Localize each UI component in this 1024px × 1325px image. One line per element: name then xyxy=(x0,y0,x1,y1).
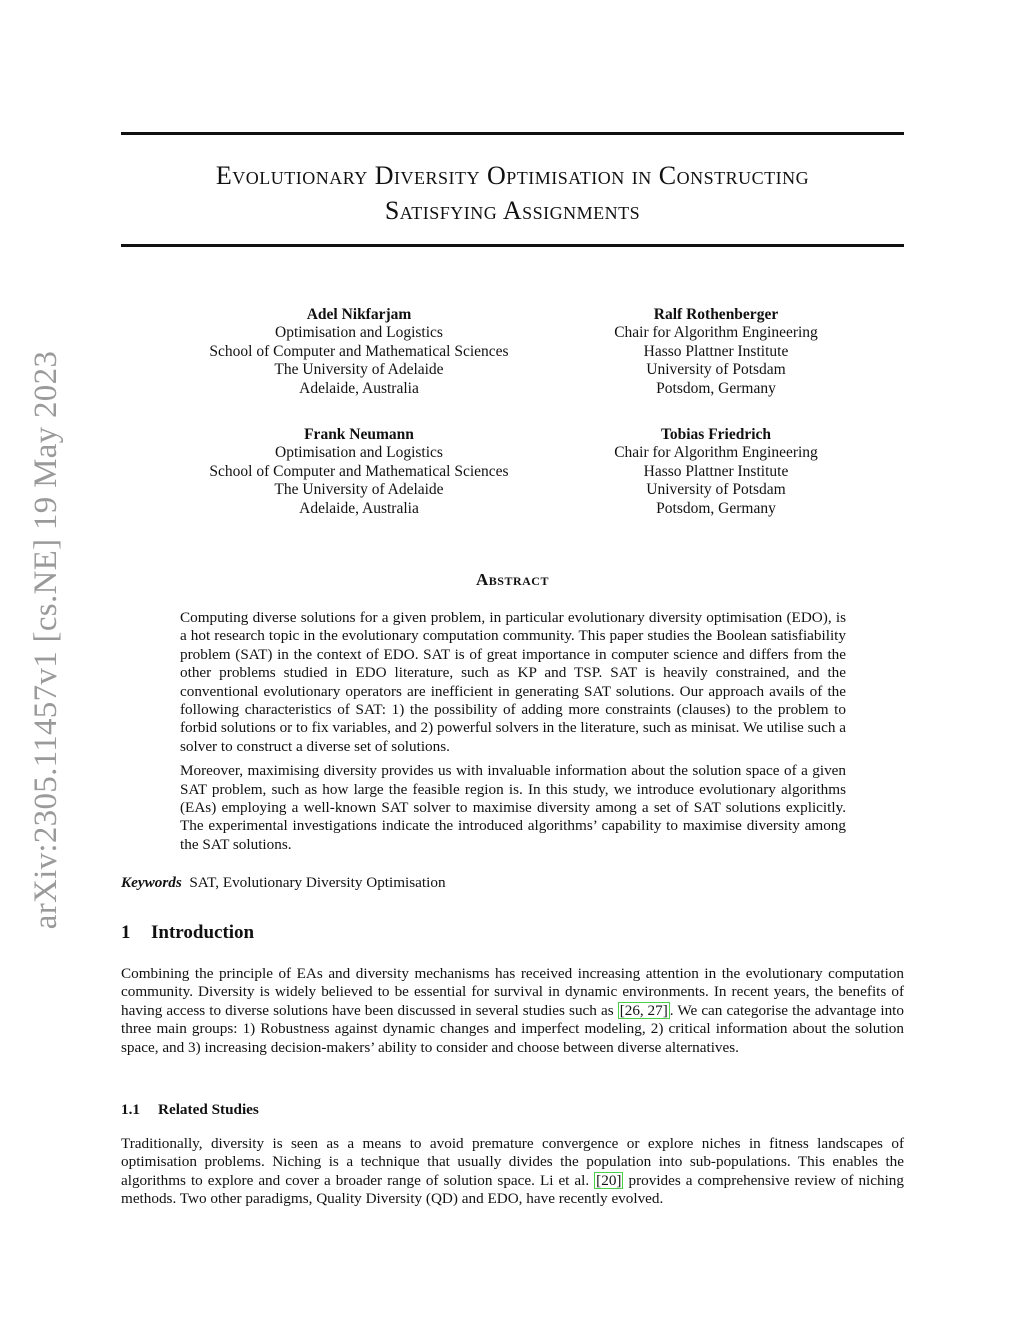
keywords-label: Keywords xyxy=(121,874,182,891)
author-name: Tobias Friedrich xyxy=(660,426,772,443)
abstract-body xyxy=(180,609,846,854)
author-name: Frank Neumann xyxy=(304,426,414,443)
subsection-number: 1.1 xyxy=(121,1101,140,1118)
section-number: 1 xyxy=(121,922,131,943)
abstract-paragraph-2: Moreover, maximising diversity provides us with invaluable information about the solution space of a given SAT problem, such as how large the feasible region is. In this study, we introduce evolutionary algorithms (EAs) employing a well-known SAT solver to maximise diversity among a set of SAT solutions explicitly. The experimental investigations indicate the introduced algorithms’ capability to maximise diversity among the SAT solutions. xyxy=(180,762,846,853)
author-affiliation-line: Potsdom, Germany xyxy=(656,379,776,397)
intro-text-part-2: . We can categorise the advantage into three main groups: 1) Robustness against dynamic changes and imperfect modeling, 2) critical information about the solution space, and 3) increasing decision-makers’ ability to consider and choose between diverse alternatives. xyxy=(121,1001,904,1056)
title-bottom-rule xyxy=(121,244,904,247)
author-affiliation-line: Potsdom, Germany xyxy=(656,499,776,517)
author-2 xyxy=(536,306,896,398)
keywords-text: SAT, Evolutionary Diversity Optimisation xyxy=(189,874,446,891)
author-affiliation-line: School of Computer and Mathematical Sciences xyxy=(209,342,509,360)
author-affiliation-line: Chair for Algorithm Engineering xyxy=(614,324,818,342)
author-affiliation-line: Hasso Plattner Institute xyxy=(643,342,789,360)
title-top-rule xyxy=(121,132,904,135)
paper-title xyxy=(121,158,904,228)
author-affiliation-line: School of Computer and Mathematical Sciences xyxy=(209,462,509,480)
author-affiliation-line: Optimisation and Logistics xyxy=(275,444,443,462)
arxiv-identifier: arXiv:2305.11457v1 [cs.NE] 19 May 2023 xyxy=(28,350,64,930)
related-studies-paragraph xyxy=(121,1135,904,1209)
section-title: Introduction xyxy=(151,922,255,943)
author-affiliation-line: Adelaide, Australia xyxy=(299,379,419,397)
author-affiliation-line: The University of Adelaide xyxy=(274,361,444,379)
keywords-line xyxy=(121,874,446,892)
intro-text-part-1: Combining the principle of EAs and diversity mechanisms has received increasing attention in the evolutionary computation community. Diversity is widely believed to be essential for survival in dynamic environments. In recent years, the benefits of having access to diverse solutions have been discussed in several studies such as xyxy=(121,965,904,1019)
related-text-part-2: provides a comprehensive review of niching methods. Two other paradigms, Quality Diversity (QD) and EDO, have recently evolved. xyxy=(121,1171,904,1208)
section-heading-introduction xyxy=(121,922,254,944)
subsection-heading-related-studies xyxy=(121,1101,259,1119)
abstract-paragraph-1: Computing diverse solutions for a given problem, in particular evolutionary diversity optimisation (EDO), is a hot research topic in the evolutionary computation community. This paper studies the Boolean satisfiability problem (SAT) in the context of EDO. SAT is of great importance in computer science and differs from the other problems studied in EDO literature, such as KP and TSP. SAT is heavily constrained, and the conventional evolutionary operators are inefficient in generating SAT solutions. Our approach avails of the following characteristics of SAT: 1) the possibility of adding more constraints (clauses) to the problem to forbid solutions or to fix variables, and 2) powerful solvers in the literature, such as minisat. We utilise such a solver to construct a diverse set of solutions. xyxy=(180,609,846,755)
subsection-title: Related Studies xyxy=(158,1101,259,1118)
author-3 xyxy=(179,426,539,518)
title-line-2: Satisfying Assignments xyxy=(384,196,641,225)
author-name: Adel Nikfarjam xyxy=(306,306,412,323)
abstract-heading: Abstract xyxy=(476,570,549,589)
introduction-paragraph xyxy=(121,965,904,1057)
citation-link[interactable]: [20] xyxy=(596,1171,622,1189)
author-affiliation-line: Adelaide, Australia xyxy=(299,499,419,517)
author-4 xyxy=(536,426,896,518)
title-line-1: Evolutionary Diversity Optimisation in Constructing xyxy=(215,161,810,190)
citation-link[interactable]: [26, 27] xyxy=(619,1001,668,1019)
author-1 xyxy=(179,306,539,398)
author-affiliation-line: Optimisation and Logistics xyxy=(275,324,443,342)
author-affiliation-line: Hasso Plattner Institute xyxy=(643,462,789,480)
author-affiliation-line: University of Potsdam xyxy=(646,361,786,379)
author-name: Ralf Rothenberger xyxy=(653,306,779,323)
author-affiliation-line: Chair for Algorithm Engineering xyxy=(614,444,818,462)
related-text-part-1: Traditionally, diversity is seen as a means to avoid premature convergence or explore niches in fitness landscapes of optimisation problems. Niching is a technique that usually divides the population into sub-populations. This enables the algorithms to explore and cover a broader range of solution space. Li et al. xyxy=(121,1135,904,1189)
author-affiliation-line: The University of Adelaide xyxy=(274,481,444,499)
author-affiliation-line: University of Potsdam xyxy=(646,481,786,499)
